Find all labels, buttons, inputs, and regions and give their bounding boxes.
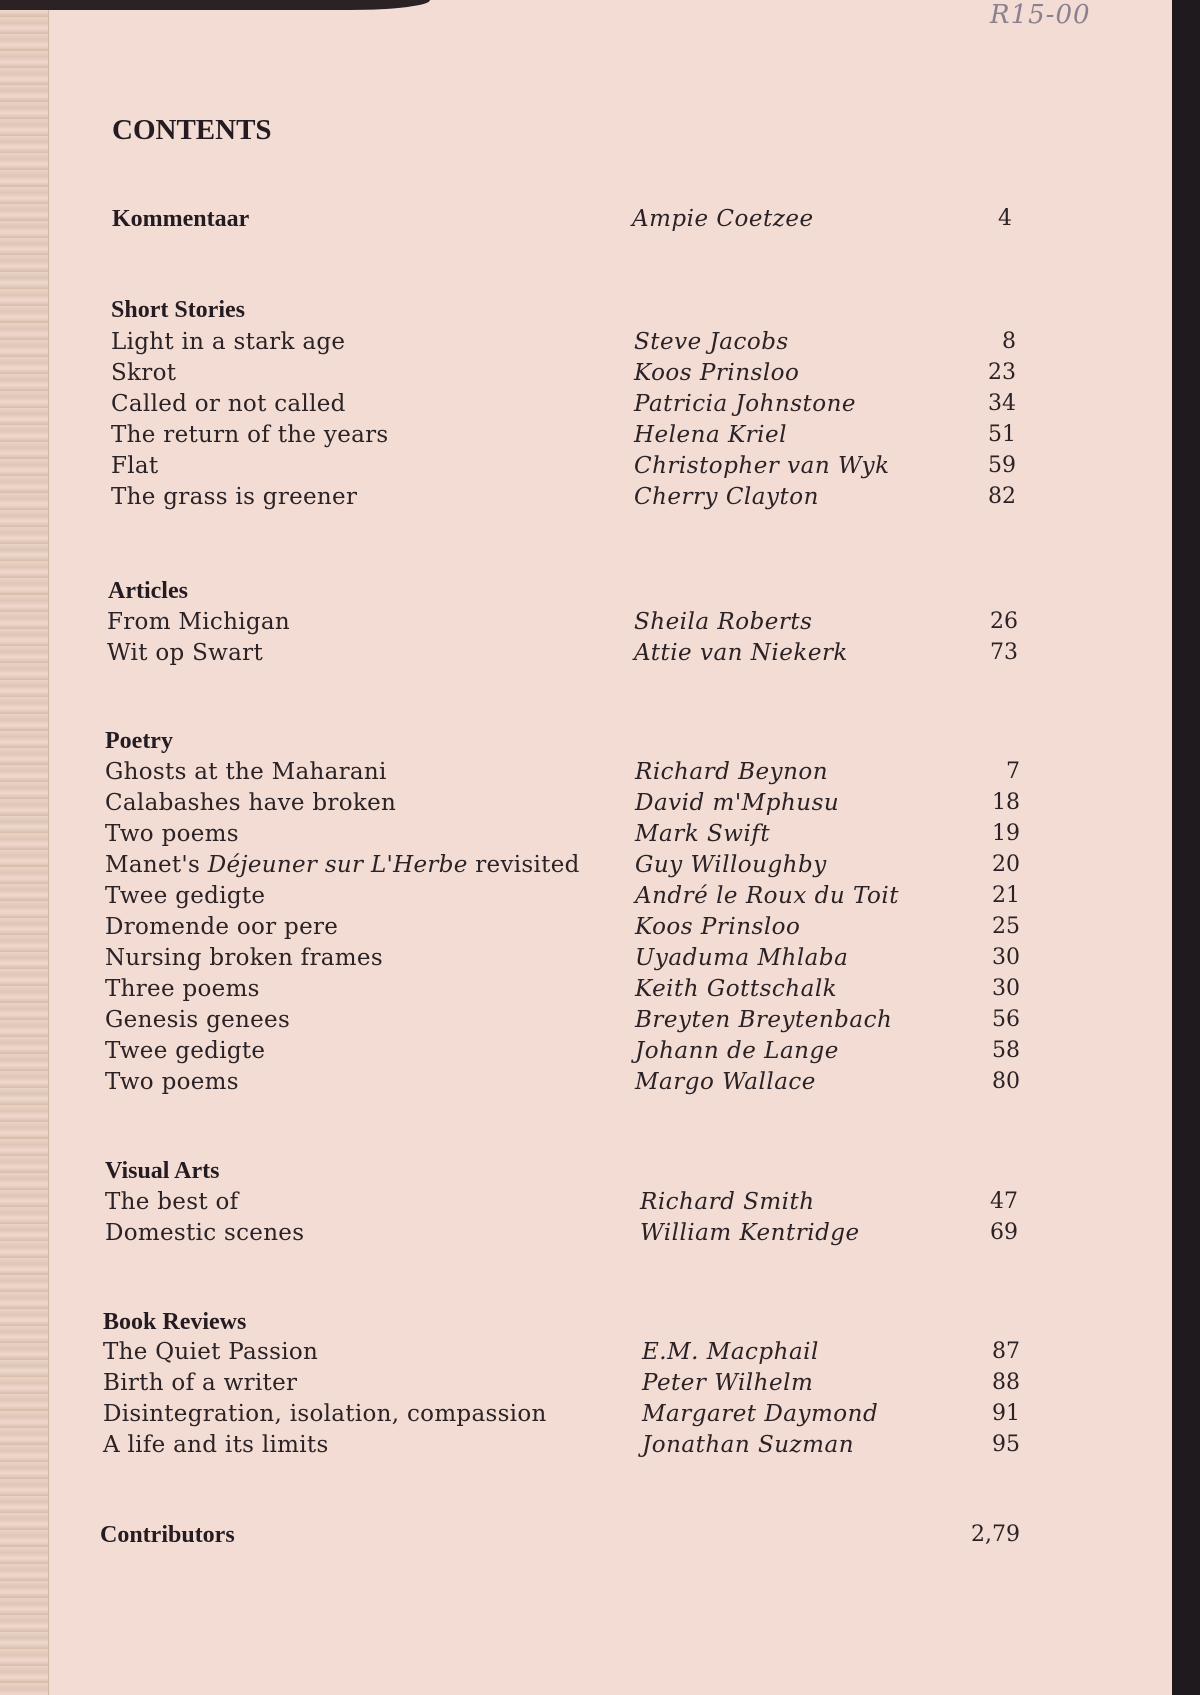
entry-page: 30 xyxy=(992,976,1020,1001)
entry-page: 18 xyxy=(992,790,1020,815)
toc-entry[interactable] xyxy=(0,391,1172,422)
entry-author: Attie van Niekerk xyxy=(634,640,848,666)
toc-entry[interactable] xyxy=(0,790,1172,821)
entry-title: From Michigan xyxy=(107,609,291,635)
entry-page: 23 xyxy=(988,360,1016,385)
entry-page: 87 xyxy=(992,1339,1020,1364)
toc-entry-contributors[interactable] xyxy=(0,1522,1172,1553)
entry-title: Light in a stark age xyxy=(111,329,346,355)
entry-author: Helena Kriel xyxy=(634,422,787,448)
entry-author: Koos Prinsloo xyxy=(635,914,801,940)
entry-title: Nursing broken frames xyxy=(105,945,383,971)
entry-title: Genesis genees xyxy=(105,1007,291,1033)
entry-title: Two poems xyxy=(105,821,239,847)
entry-page: 56 xyxy=(992,1007,1020,1032)
entry-page: 2,79 xyxy=(971,1522,1020,1547)
entry-author: Cherry Clayton xyxy=(634,484,819,510)
section-title-poetry: Poetry xyxy=(105,728,173,754)
toc-entry[interactable] xyxy=(0,1189,1172,1220)
entry-title: A life and its limits xyxy=(103,1432,329,1458)
section-title-book-reviews: Book Reviews xyxy=(103,1309,247,1335)
toc-entry[interactable] xyxy=(0,976,1172,1007)
entry-page: 4 xyxy=(998,206,1012,231)
entry-author: Mark Swift xyxy=(635,821,771,847)
entry-author: Sheila Roberts xyxy=(634,609,813,635)
entry-title-italic: Déjeuner sur L'Herbe xyxy=(207,852,468,878)
toc-entry[interactable] xyxy=(0,883,1172,914)
entry-page: 69 xyxy=(990,1220,1018,1245)
entry-title: The return of the years xyxy=(111,422,389,448)
entry-page: 95 xyxy=(992,1432,1020,1457)
entry-author: Johann de Lange xyxy=(635,1038,839,1064)
entry-page: 30 xyxy=(992,945,1020,970)
entry-author: Steve Jacobs xyxy=(634,329,789,355)
toc-entry[interactable] xyxy=(0,821,1172,852)
section-title-short-stories: Short Stories xyxy=(111,297,245,323)
entry-title: Dromende oor pere xyxy=(105,914,339,940)
entry-page: 21 xyxy=(992,883,1020,908)
entry-title: Disintegration, isolation, compassion xyxy=(103,1401,547,1427)
contributors-title: Contributors xyxy=(100,1522,235,1548)
entry-title: Skrot xyxy=(111,360,177,386)
entry-author: Guy Willoughby xyxy=(635,852,827,878)
toc-entry[interactable] xyxy=(0,1432,1172,1463)
toc-entry[interactable] xyxy=(0,1401,1172,1432)
toc-entry[interactable] xyxy=(0,945,1172,976)
entry-title: Wit op Swart xyxy=(107,640,264,666)
entry-title: Three poems xyxy=(105,976,260,1002)
toc-entry[interactable] xyxy=(0,453,1172,484)
toc-entry[interactable] xyxy=(0,1007,1172,1038)
toc-entry[interactable] xyxy=(0,1370,1172,1401)
scan-edge xyxy=(0,0,430,10)
entry-author: E.M. Macphail xyxy=(642,1339,819,1365)
entry-author: Peter Wilhelm xyxy=(642,1370,814,1396)
entry-author: Ampie Coetzee xyxy=(632,206,814,232)
entry-page: 51 xyxy=(988,422,1016,447)
entry-title: Flat xyxy=(111,453,159,479)
entry-title: The best of xyxy=(105,1189,239,1215)
entry-author: Patricia Johnstone xyxy=(634,391,857,417)
entry-author: Margo Wallace xyxy=(635,1069,816,1095)
entry-author: Richard Beynon xyxy=(635,759,829,785)
toc-entry[interactable] xyxy=(0,422,1172,453)
entry-author: Breyten Breytenbach xyxy=(635,1007,893,1033)
toc-entry[interactable] xyxy=(0,852,1172,883)
entry-title: Two poems xyxy=(105,1069,239,1095)
entry-title-pre: Manet's xyxy=(105,852,208,878)
entry-author: Keith Gottschalk xyxy=(635,976,838,1002)
entry-page: 25 xyxy=(992,914,1020,939)
entry-page: 58 xyxy=(992,1038,1020,1063)
entry-title: Domestic scenes xyxy=(105,1220,305,1246)
page-title: CONTENTS xyxy=(112,114,272,146)
entry-page: 7 xyxy=(1006,759,1020,784)
toc-entry[interactable] xyxy=(0,360,1172,391)
entry-page: 19 xyxy=(992,821,1020,846)
entry-title: Birth of a writer xyxy=(103,1370,298,1396)
entry-author: Uyaduma Mhlaba xyxy=(635,945,849,971)
entry-author: Richard Smith xyxy=(640,1189,815,1215)
toc-entry-kommentaar[interactable] xyxy=(0,206,1172,237)
entry-author: William Kentridge xyxy=(640,1220,860,1246)
entry-author: André le Roux du Toit xyxy=(635,883,899,909)
entry-page: 20 xyxy=(992,852,1020,877)
section-title-articles: Articles xyxy=(108,578,188,604)
entry-page: 47 xyxy=(990,1189,1018,1214)
handwritten-price-note: R15-00 xyxy=(990,0,1091,30)
toc-entry[interactable] xyxy=(0,484,1172,515)
toc-entry[interactable] xyxy=(0,1069,1172,1100)
entry-page: 59 xyxy=(988,453,1016,478)
toc-entry[interactable] xyxy=(0,914,1172,945)
entry-page: 8 xyxy=(1002,329,1016,354)
entry-page: 73 xyxy=(990,640,1018,665)
entry-title: Twee gedigte xyxy=(105,1038,266,1064)
entry-title: Ghosts at the Maharani xyxy=(105,759,387,785)
entry-page: 82 xyxy=(988,484,1016,509)
entry-author: David m'Mphusu xyxy=(635,790,840,816)
entry-title: The grass is greener xyxy=(111,484,358,510)
entry-page: 26 xyxy=(990,609,1018,634)
entry-page: 88 xyxy=(992,1370,1020,1395)
entry-title: Calabashes have broken xyxy=(105,790,397,816)
entry-page: 91 xyxy=(992,1401,1020,1426)
toc-entry[interactable] xyxy=(0,640,1172,671)
entry-title-post: revisited xyxy=(467,852,580,878)
kommentaar-title: Kommentaar xyxy=(112,206,250,232)
entry-title: Twee gedigte xyxy=(105,883,266,909)
entry-author: Koos Prinsloo xyxy=(634,360,800,386)
toc-entry[interactable] xyxy=(0,1220,1172,1251)
toc-entry[interactable] xyxy=(0,1339,1172,1370)
entry-author: Christopher van Wyk xyxy=(634,453,890,479)
entry-title: Called or not called xyxy=(111,391,346,417)
toc-entry[interactable] xyxy=(0,1038,1172,1069)
entry-page: 34 xyxy=(988,391,1016,416)
entry-author: Margaret Daymond xyxy=(642,1401,879,1427)
entry-page: 80 xyxy=(992,1069,1020,1094)
toc-entry[interactable] xyxy=(0,329,1172,360)
toc-entry[interactable] xyxy=(0,759,1172,790)
section-title-visual-arts: Visual Arts xyxy=(105,1158,220,1184)
entry-author: Jonathan Suzman xyxy=(642,1432,855,1458)
entry-title xyxy=(105,852,580,878)
toc-entry[interactable] xyxy=(0,609,1172,640)
entry-title: The Quiet Passion xyxy=(103,1339,319,1365)
